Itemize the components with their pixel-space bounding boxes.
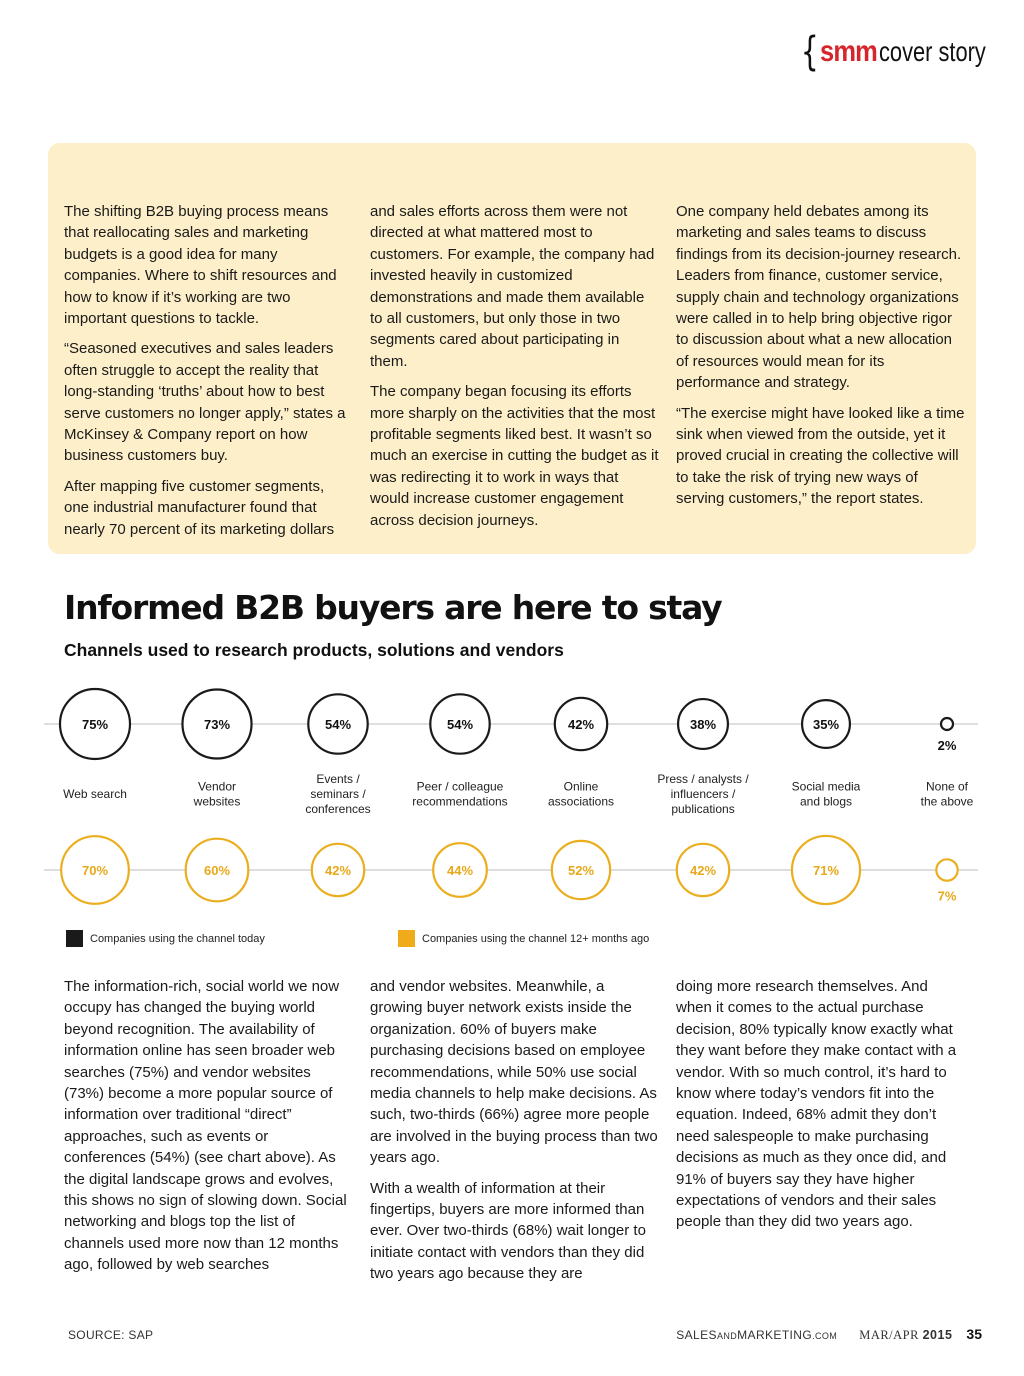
sidebar-column-2 [370, 201, 660, 540]
bubble-value-label: 42% [689, 863, 717, 878]
brace-glyph: { [800, 29, 819, 75]
paragraph: After mapping five customer segments, one industrial manufacturer found that nearly 70 percent of its marketing dollars [64, 477, 335, 538]
category-label: Press / analysts / influencers / publications [657, 772, 749, 816]
legend-item-ago [398, 930, 649, 947]
page-number: 35 [966, 1326, 982, 1342]
bubble-value-label: 44% [446, 863, 474, 878]
sidebar-column-3 [676, 201, 968, 519]
paragraph: The information-rich, social world we now occupy has changed the buying world beyond recognition. The availability of information online has seen broader web searches (75%) and vendor websites (73%) become a more popular source of information over traditional “direct” approaches, such as events or conferences (54%) (see chart above). As the digital landscape grows and evolves, this shows no sign of slowing down. Social networking and blogs top the list of channels used more now than 12 months ago, followed by web searches [64, 978, 347, 1274]
brand-logo: smm [820, 35, 878, 68]
legend-label-today: Companies using the channel today [90, 932, 265, 945]
category-label: Peer / colleague recommendations [412, 779, 508, 809]
paragraph: and sales efforts across them were not directed at what mattered most to customers. For example, the company had invested heavily in customized demonstrations and made them available to all customers, but only those in two segments cared about participating in them. [370, 203, 655, 370]
paragraph: With a wealth of information at their fingertips, buyers are more informed than ever. Over two-thirds (68%) wait longer to initiate contact with vendors than they did two years ago because they are [370, 1179, 646, 1283]
bubble-value-label: 54% [324, 717, 352, 732]
body-column-2 [370, 976, 660, 1294]
category-label: Social media and blogs [791, 779, 861, 809]
body-column-3 [676, 976, 966, 1242]
bubble-value-label: 35% [812, 717, 840, 732]
category-label: Events / seminars / conferences [305, 772, 371, 816]
category-label: Web search [63, 787, 127, 801]
bubble-value-label: 70% [81, 863, 109, 878]
chart-title: Informed B2B buyers are here to stay [64, 588, 722, 627]
issue-date: MAR/APR 2015 [859, 1328, 953, 1342]
paragraph: One company held debates among its marketing and sales teams to discuss findings from its decision-journey research. Leaders from finance, customer service, supply chain and technology organizations were called in to help bring objective rigor to discussion about what a new allocation of resources would mean for its performance and strategy. [676, 203, 962, 392]
category-label: Online associations [547, 779, 615, 809]
bubble-value-label: 2% [937, 738, 957, 753]
category-label: Vendor websites [193, 779, 241, 809]
bubble-value-label: 71% [812, 863, 840, 878]
bubble-value-label: 7% [937, 888, 957, 904]
channel-bubble-chart [0, 670, 1024, 920]
chart-subtitle: Channels used to research products, solutions and vendors [64, 640, 564, 660]
bubble-value-label: 75% [81, 717, 109, 732]
paragraph: “The exercise might have looked like a time sink when viewed from the outside, yet it proved crucial in creating the collective will to take the risk of trying new ways of serving customers,” the report states. [676, 404, 965, 508]
source-note: SOURCE: SAP [68, 1328, 154, 1342]
bubble-value-label: 73% [203, 717, 231, 732]
page-footer [676, 1326, 982, 1343]
bubble-value-label: 54% [446, 717, 474, 732]
section-label: cover story [879, 36, 986, 67]
bubble-value-label: 42% [324, 863, 352, 878]
legend-swatch-ago [398, 930, 415, 947]
paragraph: and vendor websites. Meanwhile, a growing buyer network exists inside the organization. 60% of buyers make purchasing decisions based on employee recommendations, while 50% use social media channels to help make decisions. As such, two-thirds (66%) agree more people are involved in the buying process than two years ago. [370, 978, 658, 1167]
bubble-value-label: 42% [567, 717, 595, 732]
legend-item-today [66, 930, 265, 947]
category-label: None of the above [920, 779, 974, 809]
paragraph: The company began focusing its efforts more sharply on the activities that the most profitable segments liked best. It wasn’t so much an exercise in cutting the budget as it was redirecting it to work in ways that would increase customer engagement across decision journeys. [370, 383, 659, 529]
legend-label-ago: Companies using the channel 12+ months ago [422, 932, 650, 945]
bubble-value-label: 38% [689, 717, 717, 732]
bubble-today [941, 718, 953, 730]
body-column-1 [64, 976, 354, 1285]
bubble-value-label: 52% [567, 863, 595, 878]
section-tag [797, 29, 986, 75]
sidebar-column-1 [64, 201, 350, 549]
site-name: SALESANDMARKETING.COM [676, 1328, 838, 1342]
bubble-value-label: 60% [203, 863, 231, 878]
bubble-ago [936, 859, 957, 880]
legend-swatch-today [66, 930, 83, 947]
paragraph: doing more research themselves. And when it comes to the actual purchase decision, 80% typically know exactly what they want before they make contact with a vendor. With so much control, it’s hard to know where today’s vendors fit into the equation. Indeed, 68% admit they don’t need salespeople to make purchasing decisions as much as they once did, and 91% of buyers say they have higher expectations of vendors and their sales people than they did two years ago. [676, 978, 957, 1231]
paragraph: The shifting B2B buying process means that reallocating sales and marketing budgets is a good idea for many companies. Where to shift resources and how to know if it’s working are two important questions to tackle. [64, 203, 337, 328]
paragraph: “Seasoned executives and sales leaders often struggle to accept the reality that long-standing ‘truths’ about how to best serve customers no longer apply,” states a McKinsey & Company report on how business customers buy. [64, 340, 346, 465]
